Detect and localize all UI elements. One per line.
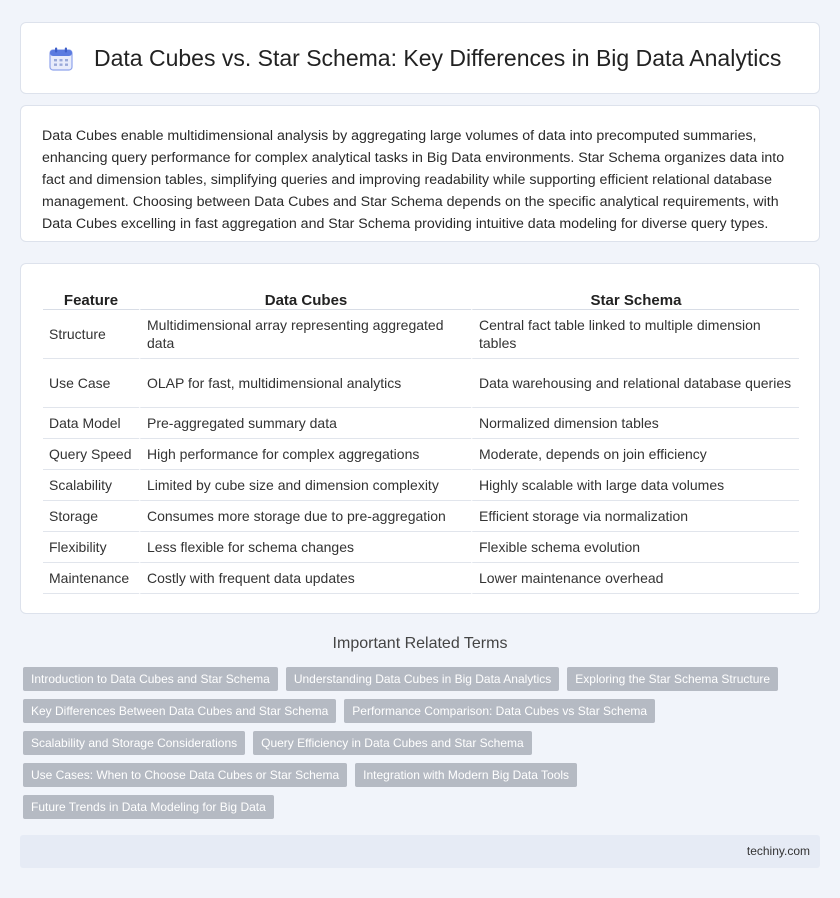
- data-cubes-cell: Less flexible for schema changes: [139, 532, 471, 563]
- intro-text: Data Cubes enable multidimensional analysis by aggregating large volumes of data into precomputed summaries, enhancing query performance for complex analytical tasks in Big Data environments. Star Schema organizes data into fact and dimension tables, simplifying queries and improving readability while supporting efficient relational database management. Choosing between Data Cubes and Star Schema depends on the specific analytical requirements, with Data Cubes excelling in fast aggregation and Star Schema providing intuitive data modeling for diverse query types.: [42, 128, 785, 232]
- feature-cell: Data Model: [43, 408, 139, 439]
- related-term-tag[interactable]: Use Cases: When to Choose Data Cubes or Star Schema: [23, 763, 347, 787]
- data-cubes-cell: Costly with frequent data updates: [139, 563, 471, 594]
- data-cubes-cell: OLAP for fast, multidimensional analytics: [139, 359, 471, 408]
- feature-cell: Scalability: [43, 470, 139, 501]
- star-schema-cell: Efficient storage via normalization: [471, 501, 799, 532]
- star-schema-cell: Lower maintenance overhead: [471, 563, 799, 594]
- data-cubes-cell: High performance for complex aggregations: [139, 439, 471, 470]
- feature-cell: Query Speed: [43, 439, 139, 470]
- data-cubes-cell: Pre-aggregated summary data: [139, 408, 471, 439]
- page-title: Data Cubes vs. Star Schema: Key Differences in Big Data Analytics: [94, 45, 782, 71]
- table-row: [43, 532, 799, 563]
- footer: [20, 835, 820, 868]
- related-term-tag[interactable]: Future Trends in Data Modeling for Big Data: [23, 795, 274, 819]
- related-term-tag[interactable]: Performance Comparison: Data Cubes vs Star Schema: [344, 699, 655, 723]
- tag-row: [23, 731, 813, 755]
- related-terms-title: Important Related Terms: [332, 635, 508, 652]
- related-terms-list: [23, 667, 813, 827]
- title-card: [20, 22, 820, 94]
- related-term-tag[interactable]: Key Differences Between Data Cubes and Star Schema: [23, 699, 336, 723]
- star-schema-cell: Data warehousing and relational database queries: [471, 359, 799, 408]
- table-row: [43, 408, 799, 439]
- footer-brand[interactable]: techiny.com: [746, 844, 810, 858]
- related-term-tag[interactable]: Exploring the Star Schema Structure: [567, 667, 778, 691]
- comparison-table: [43, 284, 799, 594]
- tag-row: [23, 763, 813, 787]
- table-row: [43, 310, 799, 359]
- tag-row: [23, 699, 813, 723]
- data-cubes-cell: Multidimensional array representing aggregated data: [139, 310, 471, 359]
- table-row: [43, 501, 799, 532]
- feature-cell: Storage: [43, 501, 139, 532]
- star-schema-cell: Central fact table linked to multiple dimension tables: [471, 310, 799, 359]
- intro-card: [20, 105, 820, 242]
- tag-row: [23, 795, 813, 819]
- calendar-icon: [48, 46, 74, 72]
- related-term-tag[interactable]: Understanding Data Cubes in Big Data Analytics: [286, 667, 559, 691]
- feature-cell: Use Case: [43, 359, 139, 408]
- table-header-row: [43, 284, 799, 310]
- table-row: [43, 470, 799, 501]
- feature-cell: Maintenance: [43, 563, 139, 594]
- star-schema-cell: Normalized dimension tables: [471, 408, 799, 439]
- header-data-cubes: Data Cubes: [139, 284, 471, 310]
- tag-row: [23, 667, 813, 691]
- star-schema-cell: Flexible schema evolution: [471, 532, 799, 563]
- header-star-schema: Star Schema: [471, 284, 799, 310]
- related-term-tag[interactable]: Introduction to Data Cubes and Star Schema: [23, 667, 278, 691]
- star-schema-cell: Moderate, depends on join efficiency: [471, 439, 799, 470]
- related-term-tag[interactable]: Integration with Modern Big Data Tools: [355, 763, 577, 787]
- feature-cell: Structure: [43, 310, 139, 359]
- table-row: [43, 563, 799, 594]
- comparison-card: [20, 263, 820, 614]
- table-row: [43, 439, 799, 470]
- data-cubes-cell: Limited by cube size and dimension complexity: [139, 470, 471, 501]
- related-term-tag[interactable]: Scalability and Storage Considerations: [23, 731, 245, 755]
- data-cubes-cell: Consumes more storage due to pre-aggregation: [139, 501, 471, 532]
- table-row: [43, 359, 799, 408]
- related-term-tag[interactable]: Query Efficiency in Data Cubes and Star Schema: [253, 731, 532, 755]
- header-feature: Feature: [43, 284, 139, 310]
- star-schema-cell: Highly scalable with large data volumes: [471, 470, 799, 501]
- feature-cell: Flexibility: [43, 532, 139, 563]
